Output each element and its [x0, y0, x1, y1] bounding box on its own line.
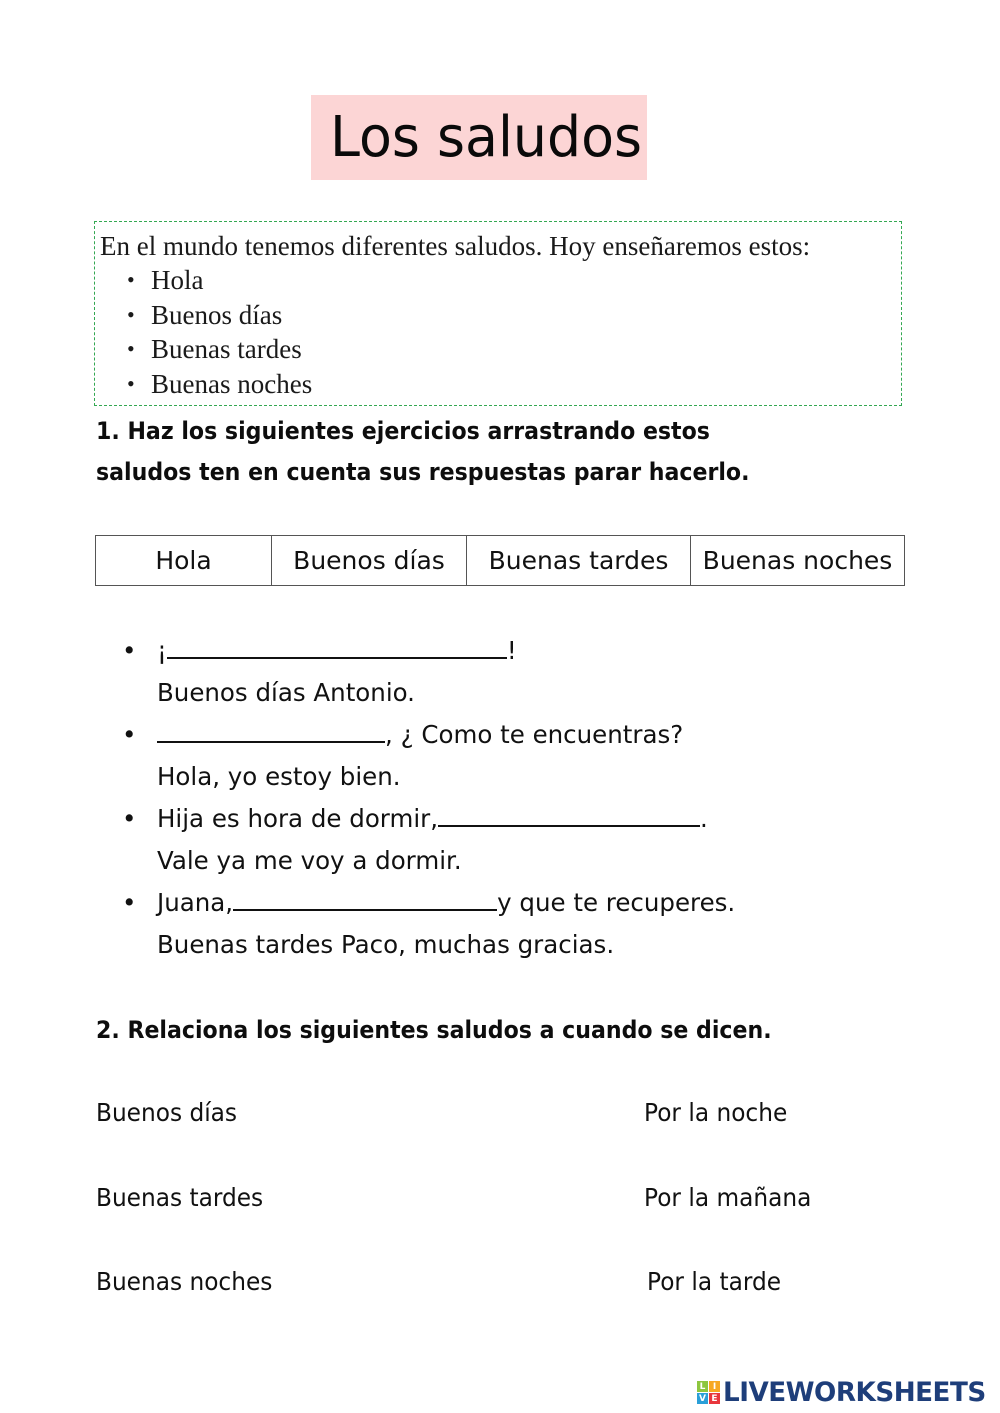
intro-list-item: • Buenas noches [127, 367, 312, 402]
drop-blank-1[interactable] [167, 631, 507, 659]
bullet-icon: • [122, 636, 137, 665]
exercise-item: • Hija es hora de dormir, . Vale ya me voy a dormir. [122, 798, 735, 882]
bullet-icon: • [127, 267, 135, 292]
exercise1-instruction-line1: 1. Haz los siguientes ejercicios arrastrando estos [96, 417, 710, 445]
draggable-word-hola[interactable]: Hola [96, 536, 272, 586]
logo-icon: L I V E [697, 1381, 720, 1404]
bullet-icon: • [122, 720, 137, 749]
liveworksheets-logo [697, 1377, 994, 1408]
draggable-word-buenos-dias[interactable]: Buenos días [272, 536, 467, 586]
match-left-item[interactable]: Buenas tardes [96, 1183, 264, 1212]
match-right-item[interactable]: Por la noche [644, 1098, 788, 1127]
intro-greetings-list [127, 263, 312, 402]
drop-blank-3[interactable] [438, 799, 700, 827]
exercise1-instruction-line2: saludos ten en cuenta sus respuestas parar hacerlo. [96, 458, 750, 486]
exercise-item: • Juana, y que te recuperes. Buenas tardes Paco, muchas gracias. [122, 882, 735, 966]
exercise-reply: Vale ya me voy a dormir. [157, 846, 462, 875]
bullet-icon: • [122, 888, 137, 917]
exercise-item: • ¡ ! Buenos días Antonio. [122, 630, 735, 714]
exercise-reply: Buenos días Antonio. [157, 678, 415, 707]
drop-blank-2[interactable] [157, 715, 385, 743]
intro-list-item: • Buenos días [127, 298, 312, 333]
match-right-item[interactable]: Por la mañana [644, 1183, 812, 1212]
match-left-item[interactable]: Buenos días [96, 1098, 238, 1127]
page-title: Los saludos [330, 105, 642, 170]
logo-text: LIVEWORKSHEETS [723, 1377, 986, 1408]
intro-list-item: • Hola [127, 263, 312, 298]
exercise-item: • , ¿ Como te encuentras? Hola, yo estoy bien. [122, 714, 735, 798]
draggable-word-buenas-tardes[interactable]: Buenas tardes [467, 536, 691, 586]
bullet-icon: • [127, 301, 135, 327]
match-left-item[interactable]: Buenas noches [96, 1267, 273, 1296]
bullet-icon: • [127, 336, 135, 362]
drop-blank-4[interactable] [233, 883, 497, 911]
intro-text: En el mundo tenemos diferentes saludos. Hoy enseñaremos estos: [100, 231, 811, 261]
exercise1-list [122, 630, 735, 966]
exercise-reply: Buenas tardes Paco, muchas gracias. [157, 930, 615, 959]
bullet-icon: • [127, 371, 135, 397]
exercise2-instruction: 2. Relaciona los siguientes saludos a cuando se dicen. [96, 1016, 772, 1044]
draggable-word-buenas-noches[interactable]: Buenas noches [691, 536, 905, 586]
intro-list-item: • Buenas tardes [127, 332, 312, 367]
match-right-item[interactable]: Por la tarde [647, 1267, 782, 1296]
exercise-reply: Hola, yo estoy bien. [157, 762, 401, 791]
bullet-icon: • [122, 804, 137, 833]
word-bank [95, 535, 905, 586]
